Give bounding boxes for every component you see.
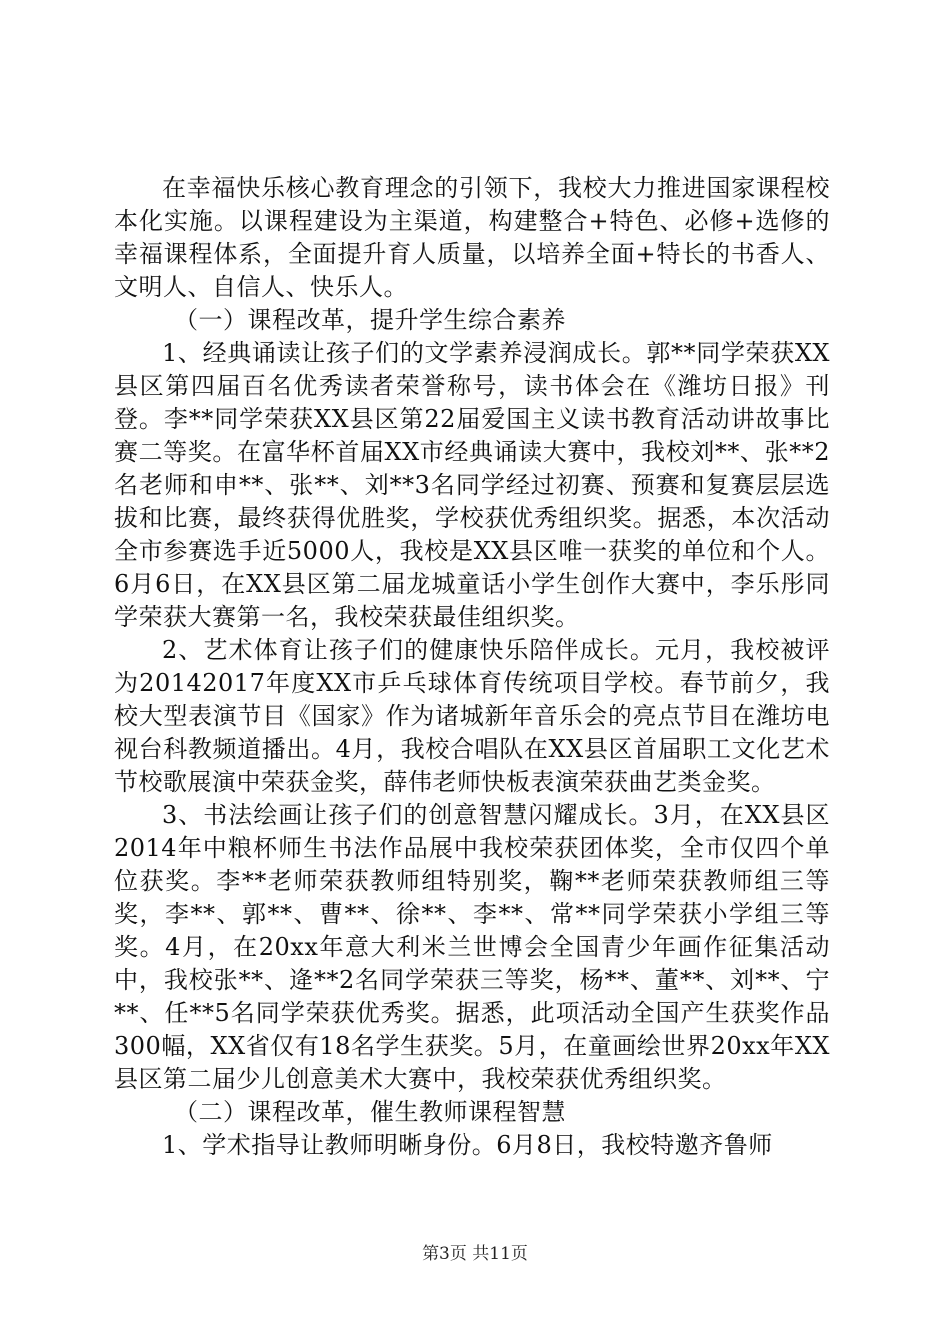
paragraph-classics-reading: 1、经典诵读让孩子们的文学素养浸润成长。郭**同学荣获XX县区第四届百名优秀读者荣誉称号，读书体会在《潍坊日报》刊登。李**同学荣获XX县区第22届爱国主义读书教育活动讲故事比赛二等奖。在富华杯首届XX市经典诵读大赛中，我校刘**、张**2名老师和申**、张**、刘**3名同学经过初赛、预赛和复赛层层选拔和比赛，最终获得优胜奖，学校获优秀组织奖。据悉，本次活动全市参赛选手近5000人，我校是XX县区唯一获奖的单位和个人。6月6日，在XX县区第二届龙城童话小学生创作大赛中，李乐彤同学荣获大赛第一名，我校荣获最佳组织奖。 xyxy=(114,339,830,631)
paragraph-arts-sports: 2、艺术体育让孩子们的健康快乐陪伴成长。元月，我校被评为20142017年度XX市乒乓球体育传统项目学校。春节前夕，我校大型表演节目《国家》作为诸城新年音乐会的亮点节目在潍坊电视台科教频道播出。4月，我校合唱队在XX县区首届职工文化艺术节校歌展演中荣获金奖，薛伟老师快板表演荣获曲艺类金奖。 xyxy=(114,636,830,796)
section-heading-2: （二）课程改革，催生教师课程智慧 xyxy=(174,1098,566,1126)
document-body xyxy=(114,172,830,1162)
paragraph-calligraphy-painting: 3、书法绘画让孩子们的创意智慧闪耀成长。3月，在XX县区2014年中粮杯师生书法作品展中我校荣获团体奖，全市仅四个单位获奖。李**老师荣获教师组特别奖，鞠**老师荣获教师组三等奖，李**、郭**、曹**、徐**、李**、常**同学荣获小学组三等奖。4月，在20xx年意大利米兰世博会全国青少年画作征集活动中，我校张**、逄**2名同学荣获三等奖，杨**、董**、刘**、宁**、任**5名同学荣获优秀奖。据悉，此项活动全国产生获奖作品300幅，XX省仅有18名学生获奖。5月，在童画绘世界20xx年XX县区第二届少儿创意美术大赛中，我校荣获优秀组织奖。 xyxy=(114,801,830,1093)
section-heading-1: （一）课程改革，提升学生综合素养 xyxy=(174,306,566,334)
paragraph-academic-guidance: 1、学术指导让教师明晰身份。6月8日，我校特邀齐鲁师 xyxy=(162,1131,773,1159)
page-footer: 第3页 共11页 xyxy=(422,1244,528,1264)
intro-paragraph: 在幸福快乐核心教育理念的引领下，我校大力推进国家课程校本化实施。以课程建设为主渠道，构建整合+特色、必修+选修的幸福课程体系，全面提升育人质量，以培养全面+特长的书香人、文明人、自信人、快乐人。 xyxy=(114,174,830,301)
